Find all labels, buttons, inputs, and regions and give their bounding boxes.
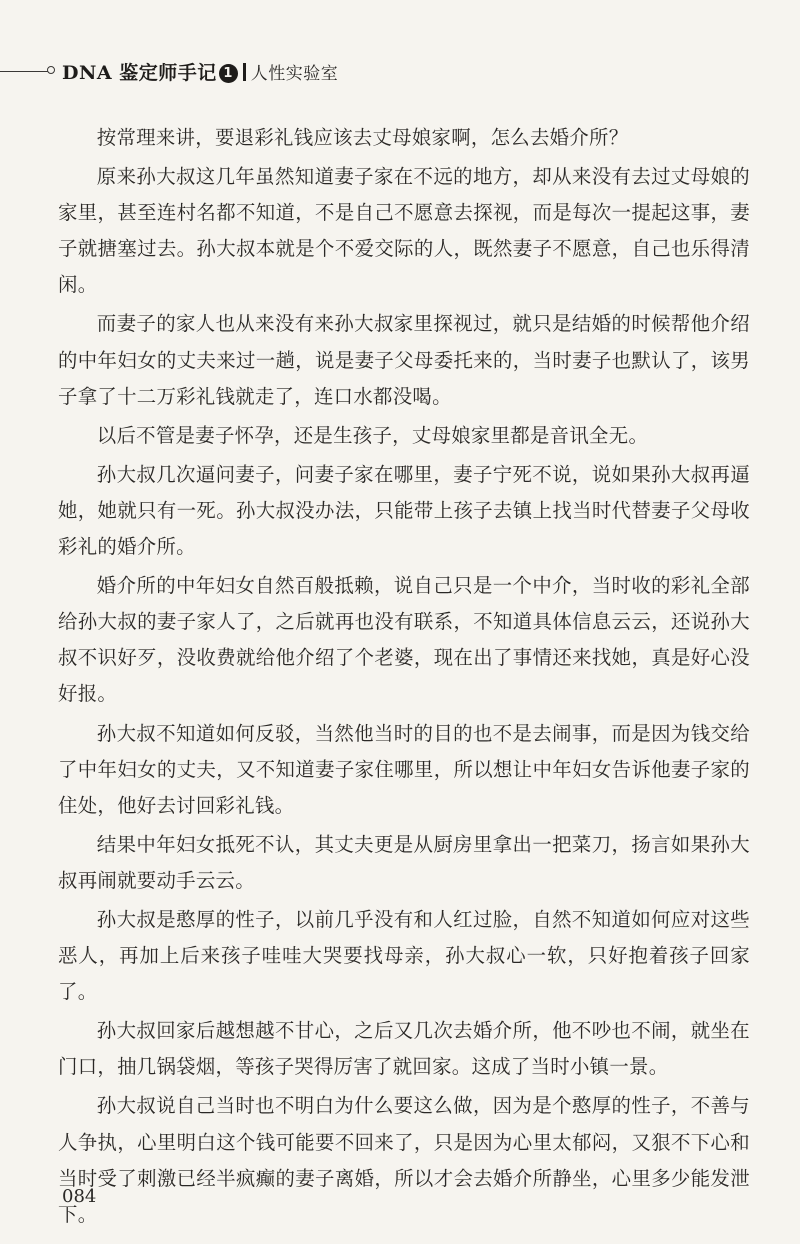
header-circle-ornament (47, 66, 55, 74)
book-subtitle: 人性实验室 (250, 64, 339, 84)
page-number: 084 (62, 1186, 97, 1207)
paragraph: 孙大叔不知道如何反驳，当然他当时的目的也不是去闹事，而是因为钱交给了中年妇女的丈夫，又不知道妻子家住哪里，所以想让中年妇女告诉他妻子家的住处，他好去讨回彩礼钱。 (58, 721, 750, 817)
paragraph: 结果中年妇女抵死不认，其丈夫更是从厨房里拿出一把菜刀，扬言如果孙大叔再闹就要动手云云。 (58, 832, 750, 892)
paragraph: 孙大叔几次逼问妻子，问妻子家在哪里，妻子宁死不说，说如果孙大叔再逼她，她就只有一死。孙大叔没办法，只能带上孩子去镇上找当时代替妻子父母收彩礼的婚介所。 (58, 462, 750, 559)
paragraph: 孙大叔是憨厚的性子，以前几乎没有和人红过脸，自然不知道如何应对这些恶人，再加上后来孩子哇哇大哭要找母亲，孙大叔心一软，只好抱着孩子回家了。 (58, 907, 750, 1004)
paragraph: 原来孙大叔这几年虽然知道妻子家在不远的地方，却从来没有去过丈母娘的家里，甚至连村名都不知道，不是自己不愿意去探视，而是每次一提起这事，妻子就搪塞过去。孙大叔本就是个不爱交际的人，既然妻子不愿意，自己也乐得清闲。 (58, 165, 750, 297)
book-title: DNA 鉴定师手记 (62, 62, 217, 84)
body-text (58, 120, 750, 1236)
header-separator (243, 63, 246, 81)
paragraph: 孙大叔说自己当时也不明白为什么要这么做，因为是个憨厚的性子，不善与人争执，心里明白这个钱可能要不回来了，只是因为心里太郁闷，又狠不下心和当时受了刺激已经半疯癫的妻子离婚，所以才会去婚介所静坐，心里多少能发泄下。 (58, 1094, 750, 1226)
header-rule-line (0, 71, 48, 72)
running-header (0, 54, 800, 88)
volume-badge: 1 (219, 64, 238, 83)
paragraph: 而妻子的家人也从来没有来孙大叔家里探视过，就只是结婚的时候帮他介绍的中年妇女的丈夫来过一趟，说是妻子父母委托来的，当时妻子也默认了，该男子拿了十二万彩礼钱就走了，连口水都没喝。 (58, 312, 750, 408)
paragraph: 以后不管是妻子怀孕，还是生孩子，丈母娘家里都是音讯全无。 (96, 423, 649, 447)
paragraph: 婚介所的中年妇女自然百般抵赖，说自己只是一个中介，当时收的彩礼全部给孙大叔的妻子家人了，之后就再也没有联系，不知道具体信息云云，还说孙大叔不识好歹，没收费就给他介绍了个老婆，现在出了事情还来找她，真是好心没好报。 (58, 574, 750, 706)
header-title (62, 58, 338, 85)
paragraph: 孙大叔回家后越想越不甘心，之后又几次去婚介所，他不吵也不闹，就坐在门口，抽几锅袋烟，等孩子哭得厉害了就回家。这成了当时小镇一景。 (58, 1019, 750, 1079)
paragraph: 按常理来讲，要退彩礼钱应该去丈母娘家啊，怎么去婚介所？ (96, 126, 629, 149)
